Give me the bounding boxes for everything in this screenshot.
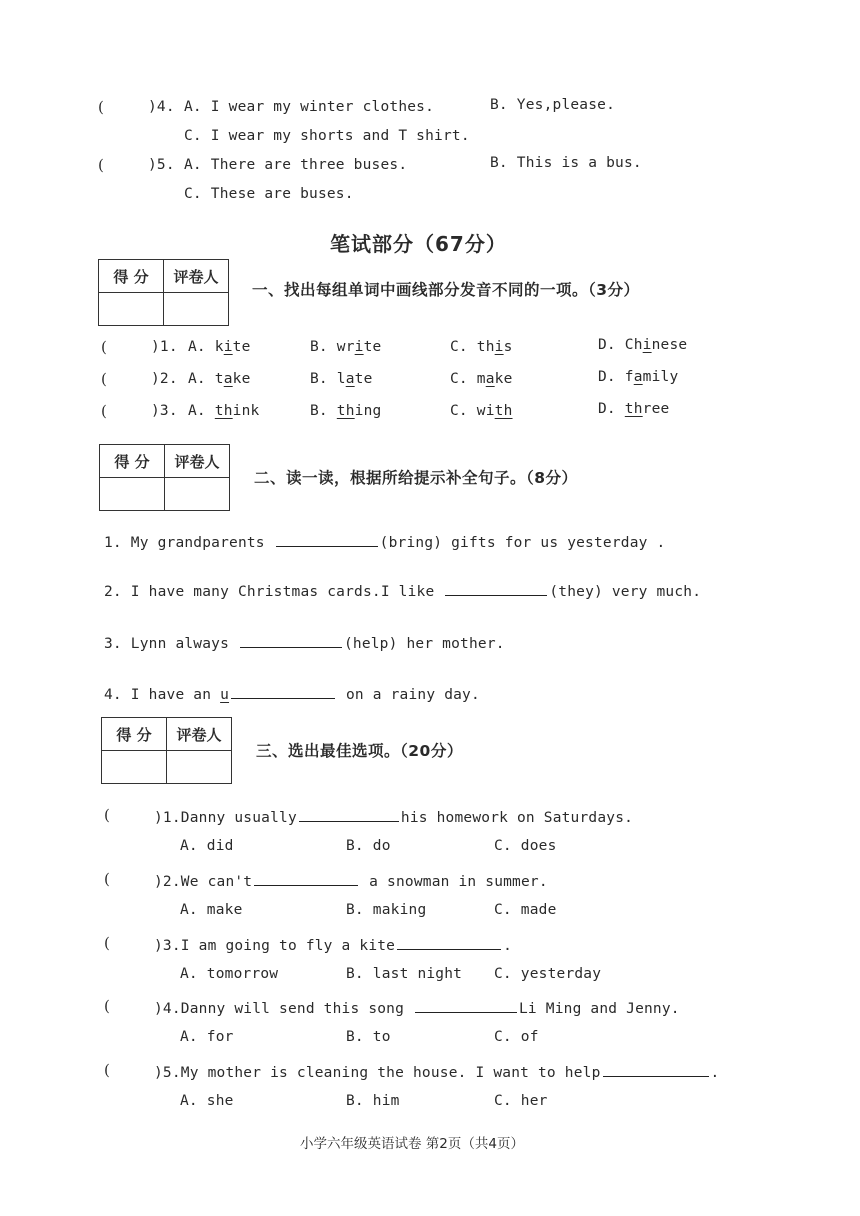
word-option-c — [450, 371, 513, 387]
answer-paren: ( — [98, 156, 104, 174]
word-part: A. k — [188, 339, 224, 355]
part3-heading: 三、选出最佳选项。（20分） — [256, 742, 463, 760]
word-option-d — [598, 369, 678, 385]
word-part: C. m — [450, 371, 486, 387]
question-stem — [154, 807, 633, 826]
underlined-sound: a — [345, 371, 355, 387]
answer-paren[interactable]: ( — [104, 934, 110, 952]
choice-a: A. she — [180, 1093, 234, 1109]
answer-paren[interactable]: ( — [104, 997, 110, 1015]
answer-paren[interactable]: ( — [104, 1061, 110, 1079]
fill-item-3 — [104, 633, 505, 652]
sentence-end: Li Ming and Jenny. — [518, 1001, 680, 1017]
word-part: D. — [598, 401, 625, 417]
question-number: )5. — [148, 157, 175, 173]
word-option-d — [598, 401, 669, 417]
score-box — [101, 717, 232, 784]
word-option-c — [450, 403, 513, 419]
word-part: te — [363, 339, 382, 355]
question-number: )4. — [148, 99, 175, 115]
underlined-sound: i — [354, 339, 364, 355]
question-number: )3. — [151, 403, 178, 419]
grader-label: 评卷人 — [165, 445, 230, 478]
underlined-sound: a — [485, 371, 495, 387]
grader-cell[interactable] — [167, 751, 232, 784]
answer-blank[interactable] — [231, 684, 335, 699]
word-part: s — [503, 339, 513, 355]
choice-c: C. of — [494, 1029, 539, 1045]
answer-blank[interactable] — [445, 581, 547, 596]
sentence-start: 2. I have many Christmas cards.I like — [104, 584, 444, 600]
question-number: )5. — [154, 1065, 181, 1081]
option-a: A. There are three buses. — [184, 157, 408, 173]
part1-heading: 一、找出每组单词中画线部分发音不同的一项。（3分） — [252, 281, 640, 299]
choice-c: C. made — [494, 902, 557, 918]
word-part: ke — [494, 371, 513, 387]
section-title: 笔试部分（67分） — [330, 232, 507, 256]
score-cell[interactable] — [100, 478, 165, 511]
score-box — [99, 444, 230, 511]
word-part: C. th — [450, 339, 495, 355]
answer-paren[interactable]: ( — [101, 338, 107, 356]
choice-b: B. him — [346, 1093, 400, 1109]
choice-b: B. making — [346, 902, 427, 918]
word-option-b — [310, 403, 381, 419]
word-option-c — [450, 339, 513, 355]
choice-b: B. do — [346, 838, 391, 854]
score-label: 得 分 — [102, 718, 167, 751]
question-number: )1. — [151, 339, 178, 355]
word-part: B. wr — [310, 339, 355, 355]
underlined-sound: th — [494, 403, 513, 419]
word-part: te — [232, 339, 251, 355]
sentence-end: (bring) gifts for us yesterday . — [379, 535, 666, 551]
word-part: ink — [232, 403, 260, 419]
question-number: )3. — [154, 938, 181, 954]
word-part: C. wi — [450, 403, 495, 419]
option-c: C. I wear my shorts and T shirt. — [184, 128, 470, 144]
grader-label: 评卷人 — [164, 260, 229, 293]
choice-a: A. did — [180, 838, 234, 854]
choice-a: A. tomorrow — [180, 966, 279, 982]
choice-c: C. her — [494, 1093, 548, 1109]
score-cell[interactable] — [102, 751, 167, 784]
answer-blank[interactable] — [254, 871, 358, 886]
underlined-sound: th — [214, 403, 233, 419]
word-part: te — [354, 371, 373, 387]
option-b: B. Yes,please. — [490, 97, 616, 113]
question-number: )2. — [151, 371, 178, 387]
word-part: D. f — [598, 369, 634, 385]
question-number: )1. — [154, 810, 181, 826]
answer-blank[interactable] — [603, 1062, 709, 1077]
part2-heading: 二、读一读，根据所给提示补全句子。（8分） — [254, 469, 578, 487]
sentence-end: on a rainy day. — [337, 687, 480, 703]
score-cell[interactable] — [99, 293, 164, 326]
word-part: ke — [232, 371, 251, 387]
underlined-sound: i — [223, 339, 233, 355]
choice-c: C. yesterday — [494, 966, 602, 982]
word-part: mily — [642, 369, 679, 385]
answer-blank[interactable] — [276, 532, 378, 547]
word-option-d — [598, 337, 687, 353]
word-part: A. — [188, 403, 215, 419]
underlined-sound: i — [642, 337, 652, 353]
word-option-b — [310, 371, 373, 387]
score-box — [98, 259, 229, 326]
question-number: )4. — [154, 1001, 181, 1017]
underlined-sound: a — [223, 371, 233, 387]
choice-a: A. for — [180, 1029, 234, 1045]
word-part: nese — [651, 337, 688, 353]
sentence-end: (they) very much. — [549, 584, 702, 600]
answer-blank[interactable] — [240, 633, 342, 648]
word-option-a — [188, 339, 251, 355]
word-option-a — [188, 371, 251, 387]
underlined-sound: i — [494, 339, 504, 355]
option-a: A. I wear my winter clothes. — [184, 99, 435, 115]
word-part: ree — [642, 401, 670, 417]
sentence-end: (help) her mother. — [343, 636, 505, 652]
word-part: D. Ch — [598, 337, 643, 353]
answer-paren[interactable]: ( — [101, 370, 107, 388]
underlined-sound: th — [336, 403, 355, 419]
word-option-b — [310, 339, 381, 355]
question-number: )2. — [154, 874, 181, 890]
question-stem — [154, 935, 512, 954]
sentence-end: his homework on Saturdays. — [400, 810, 634, 826]
fill-item-2 — [104, 581, 701, 600]
choice-a: A. make — [180, 902, 243, 918]
hint-letter: u — [220, 687, 230, 703]
grader-label: 评卷人 — [167, 718, 232, 751]
question-stem — [154, 1062, 719, 1081]
sentence-end: . — [710, 1065, 720, 1081]
choice-b: B. last night — [346, 966, 463, 982]
sentence-start: My mother is cleaning the house. I want to help — [180, 1065, 601, 1081]
sentence-end: . — [503, 938, 513, 954]
word-part: B. — [310, 403, 337, 419]
choice-b: B. to — [346, 1029, 391, 1045]
sentence-start: Danny will send this song — [180, 1001, 413, 1017]
word-part: A. t — [188, 371, 224, 387]
sentence-start: Danny usually — [180, 810, 297, 826]
question-stem — [154, 998, 680, 1017]
page-footer: 小学六年级英语试卷 第2页（共4页） — [300, 1136, 524, 1152]
sentence-start: 3. Lynn always — [104, 636, 238, 652]
question-stem — [154, 871, 548, 890]
answer-paren: ( — [98, 98, 104, 116]
sentence-start: I am going to fly a kite — [180, 938, 396, 954]
answer-blank[interactable] — [415, 998, 517, 1013]
word-option-a — [188, 403, 259, 419]
fill-item-1 — [104, 532, 665, 551]
underlined-sound: th — [624, 401, 643, 417]
sentence-start: We can't — [180, 874, 253, 890]
sentence-start: 4. I have an — [104, 687, 221, 703]
answer-paren[interactable]: ( — [104, 806, 110, 824]
choice-c: C. does — [494, 838, 557, 854]
score-label: 得 分 — [99, 260, 164, 293]
grader-cell[interactable] — [165, 478, 230, 511]
answer-blank[interactable] — [299, 807, 399, 822]
fill-item-4 — [104, 684, 480, 703]
answer-paren[interactable]: ( — [104, 870, 110, 888]
answer-paren[interactable]: ( — [101, 402, 107, 420]
option-b: B. This is a bus. — [490, 155, 642, 171]
word-part: B. l — [310, 371, 346, 387]
sentence-end: a snowman in summer. — [360, 874, 548, 890]
grader-cell[interactable] — [164, 293, 229, 326]
word-part: ing — [354, 403, 382, 419]
option-c: C. These are buses. — [184, 186, 354, 202]
underlined-sound: a — [633, 369, 643, 385]
answer-blank[interactable] — [397, 935, 501, 950]
score-label: 得 分 — [100, 445, 165, 478]
sentence-start: 1. My grandparents — [104, 535, 274, 551]
